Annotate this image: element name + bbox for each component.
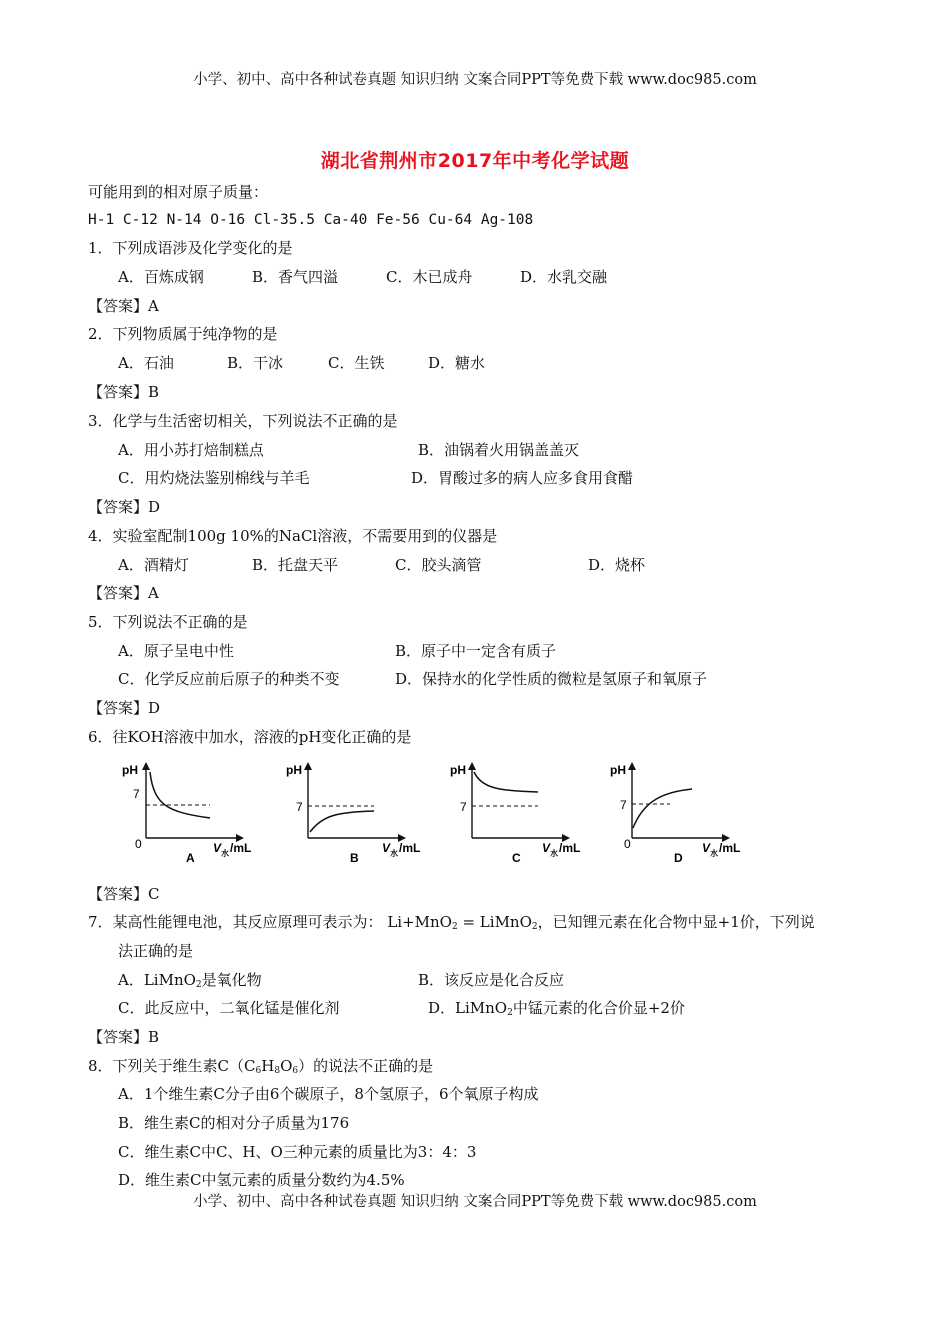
ph-graph-b bbox=[286, 758, 436, 868]
q7-option-a: A．LiMnO$_2$是氧化物 bbox=[118, 971, 262, 990]
q7-answer: 【答案】B bbox=[88, 1028, 160, 1046]
y-axis-label: pH bbox=[286, 763, 302, 777]
ph-graph-a bbox=[118, 758, 268, 868]
ph-7-label: 7 bbox=[133, 787, 140, 801]
y-axis-label: pH bbox=[610, 763, 626, 777]
y-axis-arrow bbox=[142, 762, 150, 770]
q4-option-d: D．烧杯 bbox=[588, 556, 646, 574]
q2-answer: 【答案】B bbox=[88, 383, 160, 401]
q4-option-b: B．托盘天平 bbox=[252, 556, 339, 574]
q4-option-a: A．酒精灯 bbox=[118, 556, 189, 574]
q5-option-d: D．保持水的化学性质的微粒是氢原子和氧原子 bbox=[395, 670, 708, 688]
x-axis-label-unit: /mL bbox=[559, 841, 581, 855]
q2-option-d: D．糖水 bbox=[428, 354, 486, 372]
q7-option-b: B．该反应是化合反应 bbox=[418, 971, 565, 989]
x-axis-label-sub: 水 bbox=[390, 849, 398, 858]
y-axis-label: pH bbox=[450, 763, 466, 777]
page-header: 小学、初中、高中各种试卷真题 知识归纳 文案合同PPT等免费下载 www.doc985.com bbox=[193, 72, 757, 88]
q7-option-d: D．LiMnO$_2$中锰元素的化合价显+2价 bbox=[428, 999, 685, 1018]
origin-label: 0 bbox=[135, 837, 142, 851]
x-axis-label-v: V bbox=[542, 841, 551, 855]
q1-option-d: D．水乳交融 bbox=[520, 268, 608, 286]
q8-option-b: B．维生素C的相对分子质量为176 bbox=[118, 1114, 350, 1132]
q8-option-d: D．维生素C中氢元素的质量分数约为4.5% bbox=[118, 1171, 405, 1189]
graph-letter: A bbox=[186, 851, 195, 865]
question-4-stem: 4．实验室配制100g 10%的NaCl溶液，不需要用到的仪器是 bbox=[88, 527, 498, 545]
x-axis-label-v: V bbox=[702, 841, 711, 855]
question-5-stem: 5．下列说法不正确的是 bbox=[88, 613, 248, 631]
q2-option-b: B．干冰 bbox=[227, 354, 284, 372]
q6-answer: 【答案】C bbox=[88, 885, 160, 903]
ph-curve bbox=[310, 811, 374, 832]
y-axis-arrow bbox=[468, 762, 476, 770]
x-axis-label-unit: /mL bbox=[230, 841, 252, 855]
q3-answer: 【答案】D bbox=[88, 498, 161, 516]
graph-letter: D bbox=[674, 851, 683, 865]
question-2-stem: 2．下列物质属于纯净物的是 bbox=[88, 325, 278, 343]
question-7-stem-continued: 法正确的是 bbox=[118, 942, 194, 960]
x-axis-label-unit: /mL bbox=[399, 841, 421, 855]
q5-option-c: C．化学反应前后原子的种类不变 bbox=[118, 670, 340, 688]
ph-graph-c bbox=[450, 758, 600, 868]
ph-7-label: 7 bbox=[460, 800, 467, 814]
exam-title: 湖北省荆州市2017年中考化学试题 bbox=[320, 150, 630, 172]
question-6-stem: 6．往KOH溶液中加水，溶液的pH变化正确的是 bbox=[88, 728, 412, 746]
x-axis-label-sub: 水 bbox=[710, 849, 718, 858]
q5-option-b: B．原子中一定含有质子 bbox=[395, 642, 557, 660]
ph-graph-d bbox=[610, 758, 768, 868]
q3-option-d: D．胃酸过多的病人应多食用食醋 bbox=[411, 469, 634, 487]
q1-option-b: B．香气四溢 bbox=[252, 268, 339, 286]
x-axis-label-v: V bbox=[382, 841, 391, 855]
q3-option-a: A．用小苏打焙制糕点 bbox=[118, 441, 264, 459]
question-1-stem: 1．下列成语涉及化学变化的是 bbox=[88, 239, 293, 257]
x-axis-label-sub: 水 bbox=[221, 849, 229, 858]
q1-option-a: A．百炼成钢 bbox=[118, 268, 204, 286]
q1-answer: 【答案】A bbox=[88, 297, 159, 315]
graph-letter: B bbox=[350, 851, 359, 865]
x-axis-label-unit: /mL bbox=[719, 841, 741, 855]
q7-option-c: C．此反应中，二氧化锰是催化剂 bbox=[118, 999, 340, 1017]
q2-option-a: A．石油 bbox=[118, 354, 174, 372]
ph-curve bbox=[633, 789, 692, 828]
q3-option-b: B．油锅着火用锅盖盖灭 bbox=[418, 441, 580, 459]
q3-option-c: C．用灼烧法鉴别棉线与羊毛 bbox=[118, 469, 310, 487]
q2-option-c: C．生铁 bbox=[328, 354, 385, 372]
graph-letter: C bbox=[512, 851, 521, 865]
question-8-stem: 8．下列关于维生素$C(C_6H_8O_6)$的说法不正确的是 bbox=[88, 1057, 434, 1076]
x-axis-label-v: V bbox=[213, 841, 222, 855]
y-axis-arrow bbox=[628, 762, 636, 770]
atomic-mass-list: H-1 C-12 N-14 O-16 Cl-35.5 Ca-40 Fe-56 Cu-64 Ag-108 bbox=[88, 212, 534, 228]
atomic-mass-intro: 可能用到的相对原子质量： bbox=[88, 183, 269, 201]
ph-7-label: 7 bbox=[296, 800, 303, 814]
q8-option-c: C．维生素C中C、H、O三种元素的质量比为3：4：3 bbox=[118, 1143, 477, 1161]
q5-option-a: A．原子呈电中性 bbox=[118, 642, 234, 660]
q8-option-a: A．1个维生素C分子由6个碳原子，8个氢原子，6个氧原子构成 bbox=[118, 1085, 539, 1103]
q4-answer: 【答案】A bbox=[88, 584, 159, 602]
y-axis-arrow bbox=[304, 762, 312, 770]
question-7-stem: 7．某高性能锂电池，其反应原理可表示为： Li+MnO$_2$ = LiMnO$_2$，已知锂元素在化合物中显+1价，下列说 bbox=[88, 913, 815, 932]
y-axis-label: pH bbox=[122, 763, 138, 777]
page-footer: 小学、初中、高中各种试卷真题 知识归纳 文案合同PPT等免费下载 www.doc985.com bbox=[193, 1194, 757, 1210]
ph-curve bbox=[474, 772, 538, 792]
origin-label: 0 bbox=[624, 837, 631, 851]
q1-option-c: C．木已成舟 bbox=[386, 268, 473, 286]
ph-7-label: 7 bbox=[620, 798, 627, 812]
x-axis-label-sub: 水 bbox=[550, 849, 558, 858]
question-3-stem: 3．化学与生活密切相关，下列说法不正确的是 bbox=[88, 412, 398, 430]
q5-answer: 【答案】D bbox=[88, 699, 161, 717]
q4-option-c: C．胶头滴管 bbox=[395, 556, 482, 574]
ph-curve bbox=[150, 772, 210, 818]
